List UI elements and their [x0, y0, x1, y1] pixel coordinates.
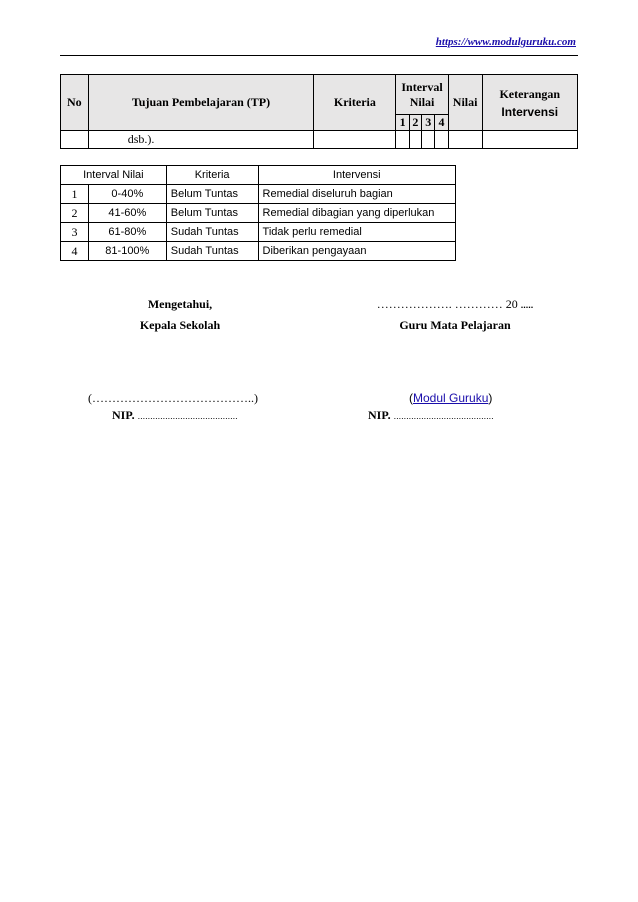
paren-close: )	[488, 391, 493, 405]
mengetahui-text: Mengetahui,	[147, 297, 213, 311]
row-interval: 41-60%	[88, 204, 166, 223]
row-interval: 61-80%	[88, 223, 166, 242]
interval-level-1: 1	[396, 115, 409, 131]
paren-open: (	[409, 391, 413, 405]
interval-level-2: 2	[409, 115, 421, 131]
right-nip	[368, 408, 494, 423]
row-number: 1	[61, 185, 89, 204]
row-kriteria: Sudah Tuntas	[166, 223, 258, 242]
col-header-kriteria: Kriteria	[314, 75, 396, 131]
table-row	[61, 185, 456, 204]
left-nip	[112, 408, 238, 423]
date-line	[340, 297, 570, 312]
table-row	[61, 223, 456, 242]
left-signature-name: (…………………………………..)	[88, 391, 258, 405]
row-number: 2	[61, 204, 89, 223]
row-intervensi: Diberikan pengayaan	[258, 242, 455, 261]
right-nip-dots: ........................................	[393, 411, 494, 421]
date-dots: .....	[520, 300, 534, 310]
date-text: ………………. ………… 20	[376, 297, 518, 311]
row-kriteria: Sudah Tuntas	[166, 242, 258, 261]
interval-level-4: 4	[435, 115, 448, 131]
modul-guruku-link[interactable]: Modul Guruku	[413, 391, 489, 405]
row-intervensi: Tidak perlu remedial	[258, 223, 455, 242]
intervensi-label: Intervensi	[501, 104, 559, 119]
row-kriteria: Belum Tuntas	[166, 185, 258, 204]
interval-level-3: 3	[422, 115, 435, 131]
right-nip-label: NIP.	[368, 408, 391, 422]
row-interval: 0-40%	[88, 185, 166, 204]
row-tp-text: dsb.).	[88, 131, 314, 149]
col-header-nilai: Nilai	[448, 75, 482, 131]
website-url-link[interactable]: https://www.modulguruku.com	[435, 36, 576, 48]
row-number: 4	[61, 242, 89, 261]
interval-label-1: Interval	[401, 79, 443, 94]
guru-mapel-text: Guru Mata Pelajaran	[399, 318, 511, 332]
header-intervensi: Intervensi	[258, 166, 455, 185]
col-header-interval	[396, 75, 448, 115]
left-signature-heading	[100, 297, 260, 333]
intervensi-table	[60, 165, 456, 261]
row-intervensi: Remedial dibagian yang diperlukan	[258, 204, 455, 223]
row-interval: 81-100%	[88, 242, 166, 261]
col-header-tp: Tujuan Pembelajaran (TP)	[88, 75, 314, 131]
left-nip-dots: ........................................	[137, 411, 238, 421]
row-intervensi: Remedial diseluruh bagian	[258, 185, 455, 204]
kepala-sekolah-text: Kepala Sekolah	[139, 318, 221, 332]
header-divider	[60, 55, 578, 56]
table-row	[61, 242, 456, 261]
header-kriteria: Kriteria	[166, 166, 258, 185]
left-nip-label: NIP.	[112, 408, 135, 422]
col-header-no: No	[61, 75, 89, 131]
assessment-table	[60, 74, 578, 149]
header-interval-nilai: Interval Nilai	[61, 166, 167, 185]
right-signature-name	[409, 391, 492, 405]
interval-label-2: Nilai	[409, 94, 435, 109]
right-signature-heading	[340, 297, 570, 333]
row-number: 3	[61, 223, 89, 242]
keterangan-label: Keterangan	[499, 86, 561, 101]
intervensi-header-row	[61, 166, 456, 185]
table-row	[61, 204, 456, 223]
row-kriteria: Belum Tuntas	[166, 204, 258, 223]
col-header-keterangan	[482, 75, 577, 131]
table-row	[61, 131, 578, 149]
